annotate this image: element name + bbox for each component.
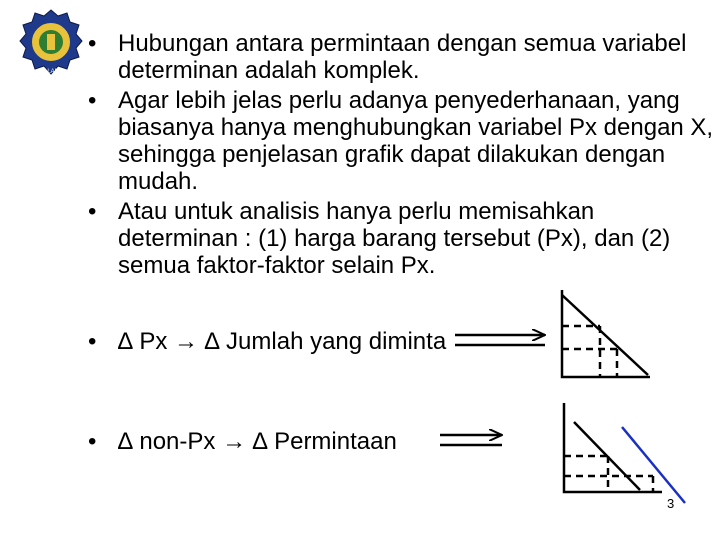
- bullet-text: Agar lebih jelas perlu adanya penyederhanaan, yang biasanya hanya menghubungkan variabel Px dengan X, sehingga penjelasan grafik dapat dilakukan dengan mudah.: [118, 87, 714, 195]
- bullet-text: Hubungan antara permintaan dengan semua variabel determinan adalah komplek.: [118, 30, 687, 84]
- page-number: 3: [667, 496, 675, 511]
- double-arrow-1: [455, 335, 545, 345]
- relation-price: • ∆ Px → ∆ Jumlah yang diminta: [88, 328, 447, 355]
- bullet-item: • Agar lebih jelas perlu adanya penyederhanaan, yang biasanya hanya menghubungkan variabel Px dengan X, sehingga penjelasan grafik dapat dilakukan dengan mudah.: [88, 87, 714, 195]
- double-arrow-2: [440, 435, 502, 445]
- bullet-item: • Hubungan antara permintaan dengan semua variabel determinan adalah komplek.: [88, 30, 687, 84]
- relation-nonprice-text: ∆ non-Px → ∆ Permintaan: [118, 428, 397, 455]
- bullet-item: • Atau untuk analisis hanya perlu memisahkan determinan : (1) harga barang tersebut (Px), dan (2) semua faktor-faktor selain Px.: [88, 198, 671, 279]
- axes: [564, 403, 662, 492]
- graph-shift-of-curve: [564, 403, 685, 503]
- graph-movement-along-curve: [562, 290, 650, 377]
- logo-text: MALANG: [38, 69, 64, 75]
- demand-curve: [562, 295, 648, 375]
- bullet-text: Atau untuk analisis hanya perlu memisahkan determinan : (1) harga barang tersebut (Px), dan (2) semua faktor-faktor selain Px.: [118, 198, 671, 279]
- relation-nonprice: • ∆ non-Px → ∆ Permintaan: [88, 428, 397, 455]
- relation-price-text: ∆ Px → ∆ Jumlah yang diminta: [118, 328, 447, 355]
